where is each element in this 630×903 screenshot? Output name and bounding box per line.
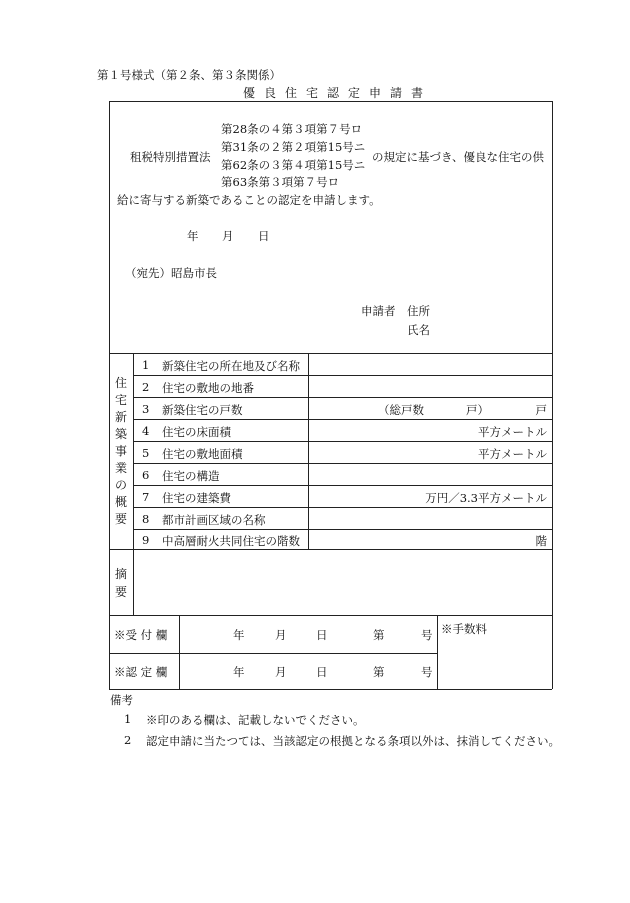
row-number: 8 xyxy=(142,512,150,526)
intro-continuation: 給に寄与する新築であることの認定を申請します。 xyxy=(117,193,381,207)
row-label: 住宅の床面積 xyxy=(162,425,231,439)
receipt-number-prefix: 第 xyxy=(373,628,385,642)
applicant-label: 申請者 xyxy=(361,304,396,318)
notes-heading: 備考 xyxy=(110,693,133,707)
row-number: 5 xyxy=(142,446,150,460)
form-number: 第１号様式（第２条、第３条関係） xyxy=(97,68,281,82)
date-day: 日 xyxy=(258,229,270,243)
article-1: 第28条の４第３項第７号ロ xyxy=(221,122,363,136)
row-label: 住宅の構造 xyxy=(162,469,220,483)
receipt-month: 月 xyxy=(275,628,287,642)
row-number: 4 xyxy=(142,424,150,438)
article-4: 第63条第３項第７号ロ xyxy=(221,175,340,189)
name-label: 氏名 xyxy=(407,323,430,337)
note-number: 2 xyxy=(124,733,132,747)
law-name: 租税特別措置法 xyxy=(130,150,211,164)
approval-number-prefix: 第 xyxy=(373,665,385,679)
row-unit: 万円／3.3平方メートル xyxy=(425,491,547,505)
receipt-label: ※受 付 欄 xyxy=(114,628,168,642)
document-title: 優良住宅認定申請書 xyxy=(243,86,433,100)
receipt-day: 日 xyxy=(316,628,328,642)
row-unit: 階 xyxy=(535,534,547,548)
approval-month: 月 xyxy=(275,665,287,679)
row-unit: 平方メートル xyxy=(478,447,547,461)
row-unit: 平方メートル xyxy=(478,425,547,439)
row-label: 住宅の敷地面積 xyxy=(162,447,243,461)
overview-side-label: 住 宅 新 築 事 業 の 概 要 xyxy=(114,376,127,526)
receipt-number-suffix: 号 xyxy=(421,628,433,642)
row-label: 住宅の建築費 xyxy=(162,491,231,505)
note-number: 1 xyxy=(124,712,132,726)
note-text: 認定申請に当たつては、当該認定の根拠となる条項以外は、抹消してください。 xyxy=(146,734,560,748)
approval-label: ※認 定 欄 xyxy=(114,665,168,679)
row-number: 1 xyxy=(142,358,150,372)
row-number: 7 xyxy=(142,490,150,504)
address-label: 住所 xyxy=(407,304,430,318)
note-text: ※印のある欄は、記載しないでください。 xyxy=(146,713,365,727)
row-label: 中高層耐火共同住宅の階数 xyxy=(162,534,300,548)
date-year: 年 xyxy=(187,229,199,243)
row-number: 3 xyxy=(142,402,150,416)
fee-label: ※手数料 xyxy=(441,622,487,636)
approval-day: 日 xyxy=(316,665,328,679)
row-label: 住宅の敷地の地番 xyxy=(162,381,254,395)
article-3: 第62条の３第４項第15号ニ xyxy=(221,158,366,172)
intro-suffix: の規定に基づき、優良な住宅の供 xyxy=(372,150,545,164)
total-units-open: （総戸数 xyxy=(378,403,424,417)
row-number: 9 xyxy=(142,533,150,547)
date-month: 月 xyxy=(222,229,234,243)
addressee: （宛先）昭島市長 xyxy=(125,266,217,280)
article-2: 第31条の２第２項第15号ニ xyxy=(221,140,366,154)
row-label: 新築住宅の所在地及び名称 xyxy=(162,359,300,373)
approval-year: 年 xyxy=(233,665,245,679)
row-unit: 戸 xyxy=(535,403,547,417)
row-number: 2 xyxy=(142,380,150,394)
remarks-label: 摘 要 xyxy=(114,567,127,599)
approval-number-suffix: 号 xyxy=(421,665,433,679)
row-label: 新築住宅の戸数 xyxy=(162,403,243,417)
receipt-year: 年 xyxy=(233,628,245,642)
row-number: 6 xyxy=(142,468,150,482)
row-label: 都市計画区域の名称 xyxy=(162,513,266,527)
total-units-close: 戸） xyxy=(466,403,489,417)
